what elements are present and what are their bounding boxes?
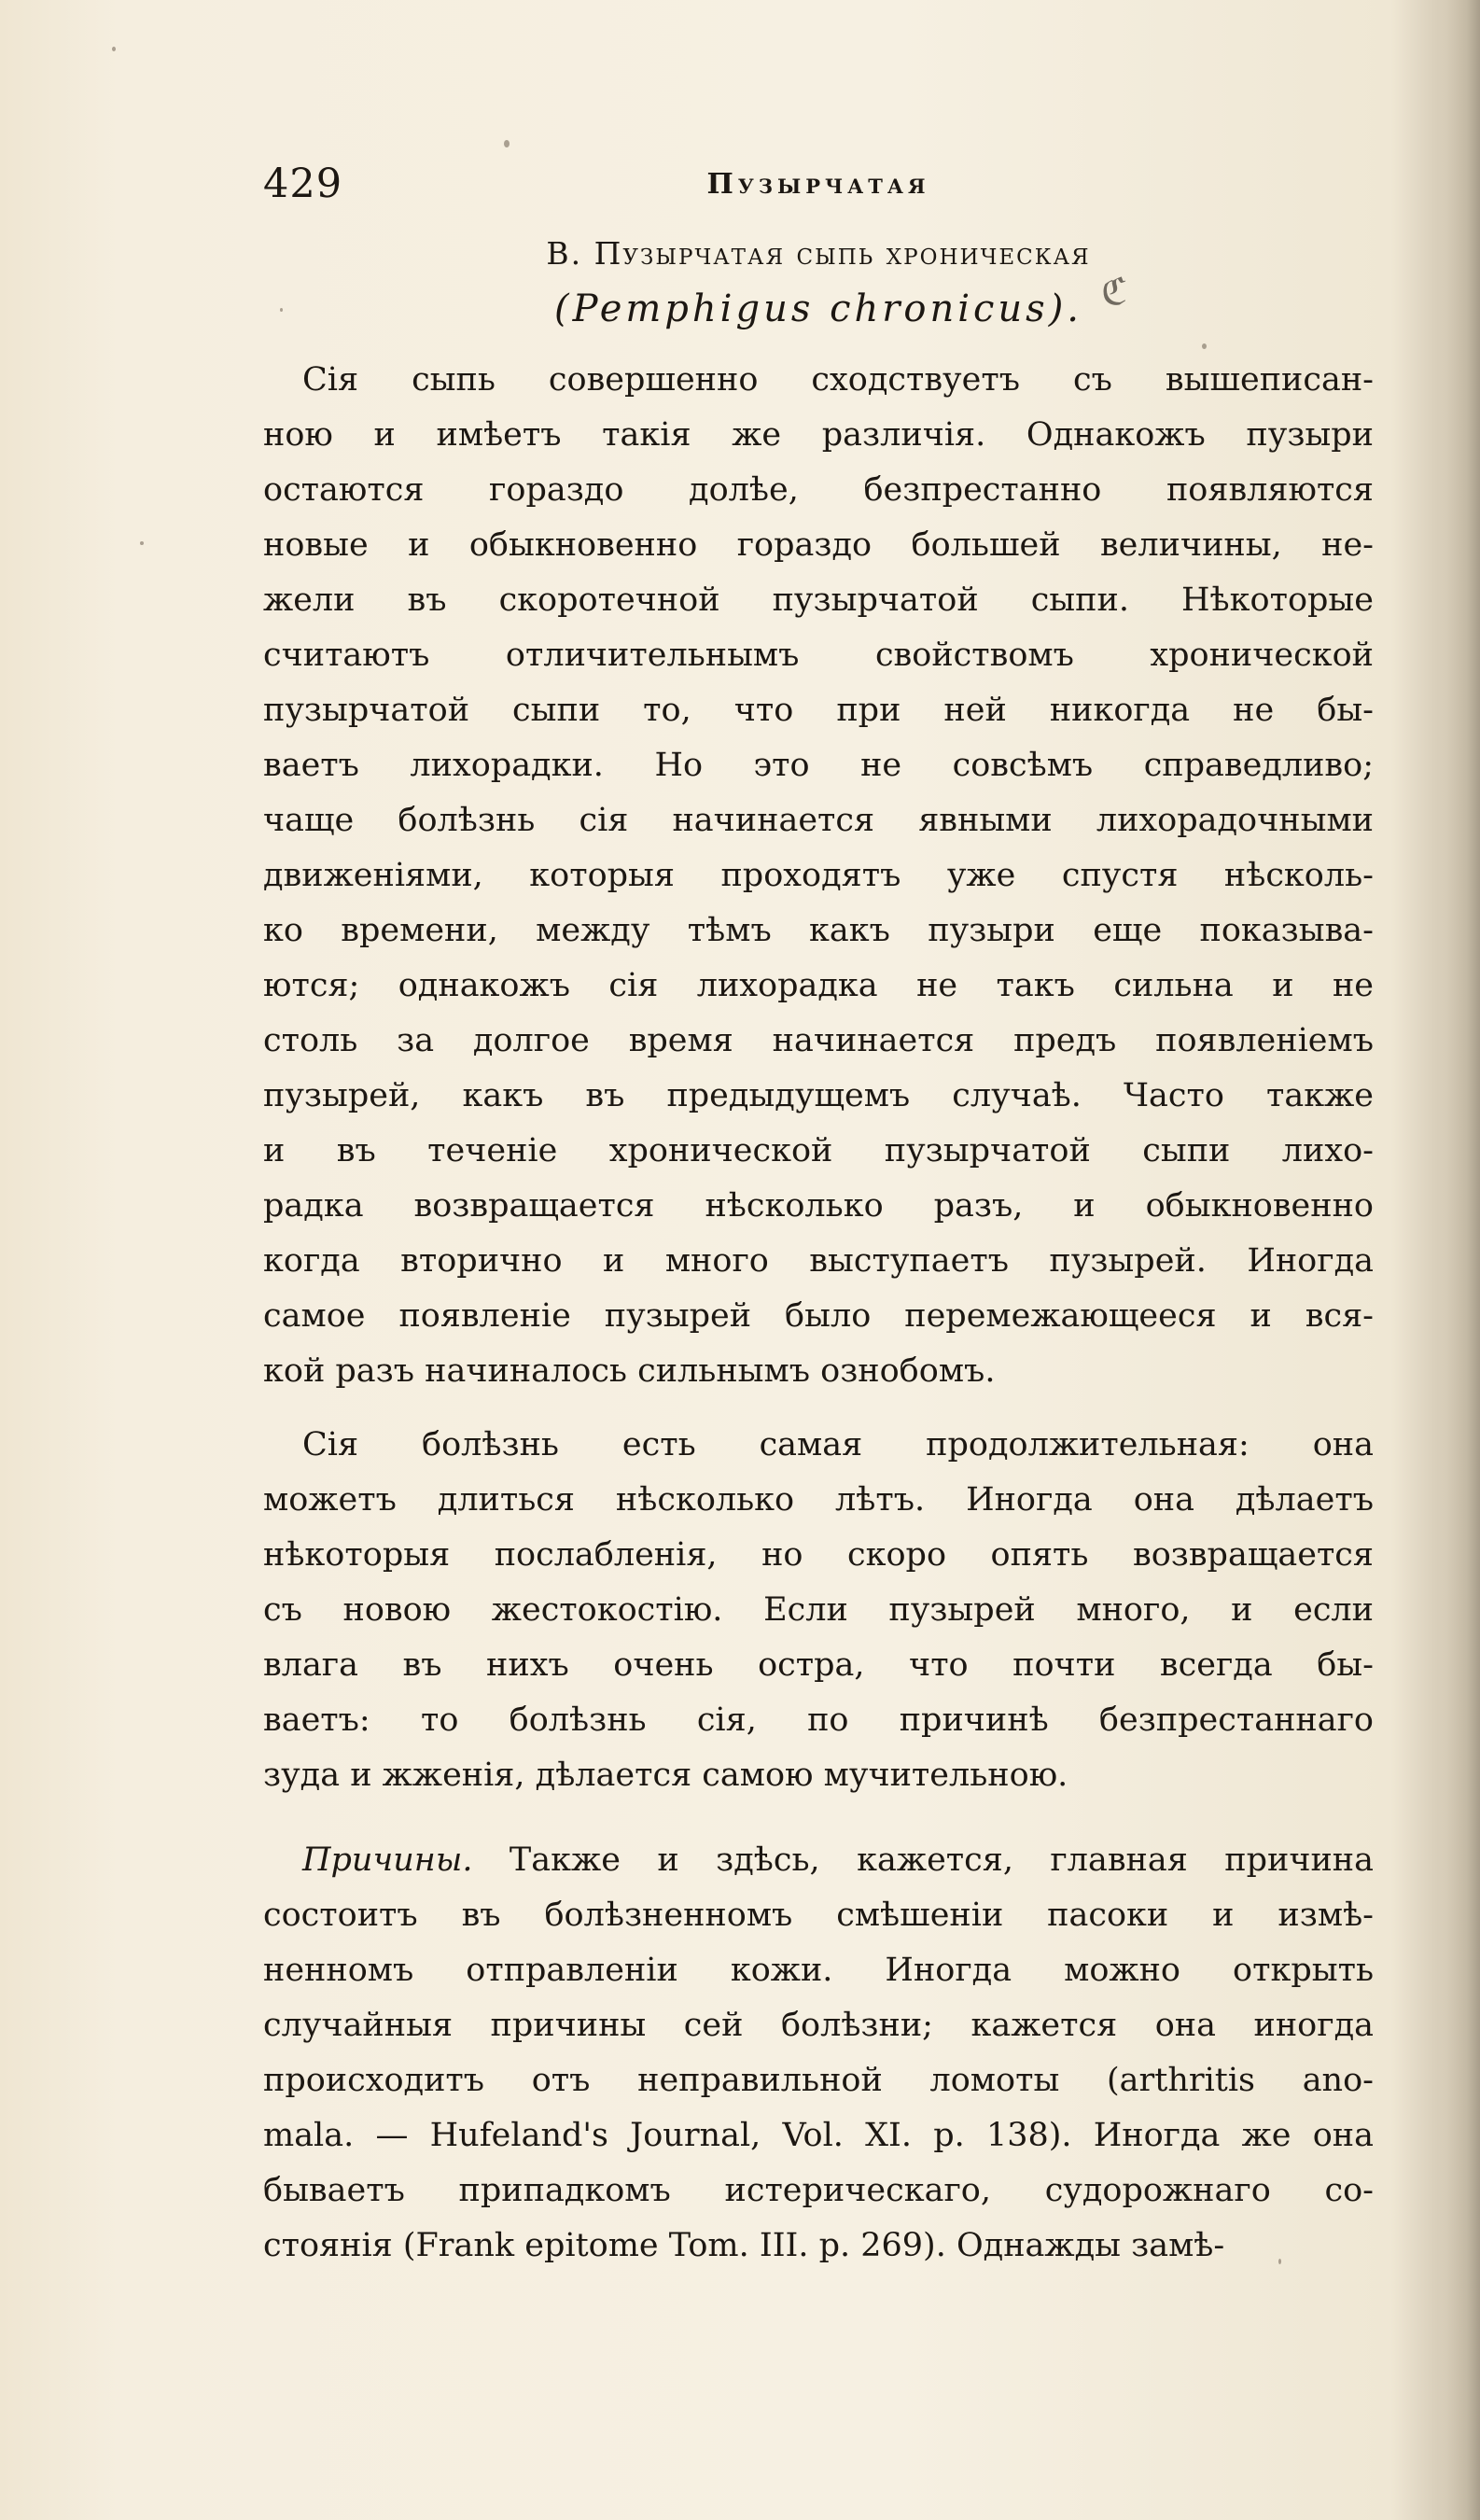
paragraph-1 xyxy=(263,353,1374,1399)
text-line: пузырчатой сыпи то, что при ней никогда не бы- xyxy=(263,692,1374,729)
text-line: кой разъ начиналось сильнымъ ознобомъ. xyxy=(263,1352,996,1390)
text-line: радка возвращается нѣсколько разъ, и обыкновенно xyxy=(263,1187,1374,1225)
text-line: новые и обыкновенно гораздо большей величины, не- xyxy=(263,526,1374,564)
text-line: чаще болѣзнь сія начинается явными лихорадочными xyxy=(263,802,1374,839)
text-line: жели въ скоротечной пузырчатой сыпи. Нѣкоторые xyxy=(263,581,1374,619)
text-line: ются; однакожъ сія лихорадка не такъ сильна и не xyxy=(263,967,1374,1004)
text-line-rest: Также и здѣсь, кажется, главная причина xyxy=(472,1841,1374,1879)
text-line: можетъ длиться нѣсколько лѣтъ. Иногда она дѣлаетъ xyxy=(263,1481,1374,1519)
text-line: случайныя причины сей болѣзни; кажется она иногда xyxy=(263,2007,1374,2044)
body-text xyxy=(263,353,1374,2274)
text-line: зуда и жженія, дѣлается самою мучительною. xyxy=(263,1757,1068,1794)
text-line: mala. — Hufeland's Journal, Vol. XI. p. 138). Иногда же она xyxy=(263,2117,1374,2154)
pencil-mark-icon: ℭ xyxy=(1101,271,1128,314)
text-line: Сія болѣзнь есть самая продолжительная: она xyxy=(302,1426,1374,1463)
page-header xyxy=(263,161,1374,217)
text-line: столь за долгое время начинается предъ появленіемъ xyxy=(263,1022,1374,1059)
scan-speck xyxy=(112,47,116,51)
paragraph-2 xyxy=(263,1418,1374,1803)
text-line: влага въ нихъ очень остра, что почти всегда бы- xyxy=(263,1646,1374,1684)
text-line: состоитъ въ болѣзненномъ смѣшеніи пасоки и измѣ- xyxy=(263,1897,1374,1934)
text-line: ваетъ лихорадки. Но это не совсѣмъ справедливо; xyxy=(263,747,1374,784)
text-line: ваетъ: то болѣзнь сія, по причинѣ безпрестаннаго xyxy=(263,1701,1374,1739)
scan-speck xyxy=(504,140,510,147)
text-line: стоянія (Frank epitome Tom. III. p. 269). Однажды замѣ- xyxy=(263,2227,1225,2264)
page-number: 429 xyxy=(263,161,343,207)
text-line: происходитъ отъ неправильной ломоты (arthritis ano- xyxy=(263,2062,1374,2099)
running-head: Пузырчатая xyxy=(706,168,930,201)
section-title: B. Пузырчатая сыпь хроническая xyxy=(546,235,1091,272)
text-line: когда вторично и много выступаетъ пузырей. Иногда xyxy=(263,1242,1374,1280)
text-line: Сія сыпь совершенно сходствуетъ съ вышеписан- xyxy=(302,361,1374,399)
text-line: ненномъ отправленіи кожи. Иногда можно открыть xyxy=(263,1952,1374,1989)
section-subtitle: (Pemphigus chronicus). xyxy=(553,287,1083,330)
page-edge-shadow xyxy=(1446,0,1480,2520)
text-line: движеніями, которыя проходятъ уже спустя нѣсколь- xyxy=(263,857,1374,894)
paragraph-3 xyxy=(263,1833,1374,2274)
text-line: нѣкоторыя послабленія, но скоро опять возвращается xyxy=(263,1536,1374,1574)
text-line: считаютъ отличительнымъ свойствомъ хронической xyxy=(263,637,1374,674)
scan-speck xyxy=(140,541,144,545)
text-line: бываетъ припадкомъ истерическаго, судорожнаго со- xyxy=(263,2172,1374,2209)
text-line: пузырей, какъ въ предыдущемъ случаѣ. Часто также xyxy=(263,1077,1374,1114)
text-line: ною и имѣетъ такія же различія. Однакожъ пузыри xyxy=(263,416,1374,454)
paragraph-lead: Причины. xyxy=(302,1841,473,1879)
text-line xyxy=(263,1833,1374,1888)
text-line: ко времени, между тѣмъ какъ пузыри еще показыва- xyxy=(263,912,1374,949)
text-line: остаются гораздо долѣе, безпрестанно появляются xyxy=(263,471,1374,509)
text-line: и въ теченіе хронической пузырчатой сыпи лихо- xyxy=(263,1132,1374,1169)
text-line: самое появленіе пузырей было перемежающееся и вся- xyxy=(263,1297,1374,1335)
scan-speck xyxy=(1202,343,1207,349)
text-line: съ новою жестокостію. Если пузырей много, и если xyxy=(263,1591,1374,1629)
